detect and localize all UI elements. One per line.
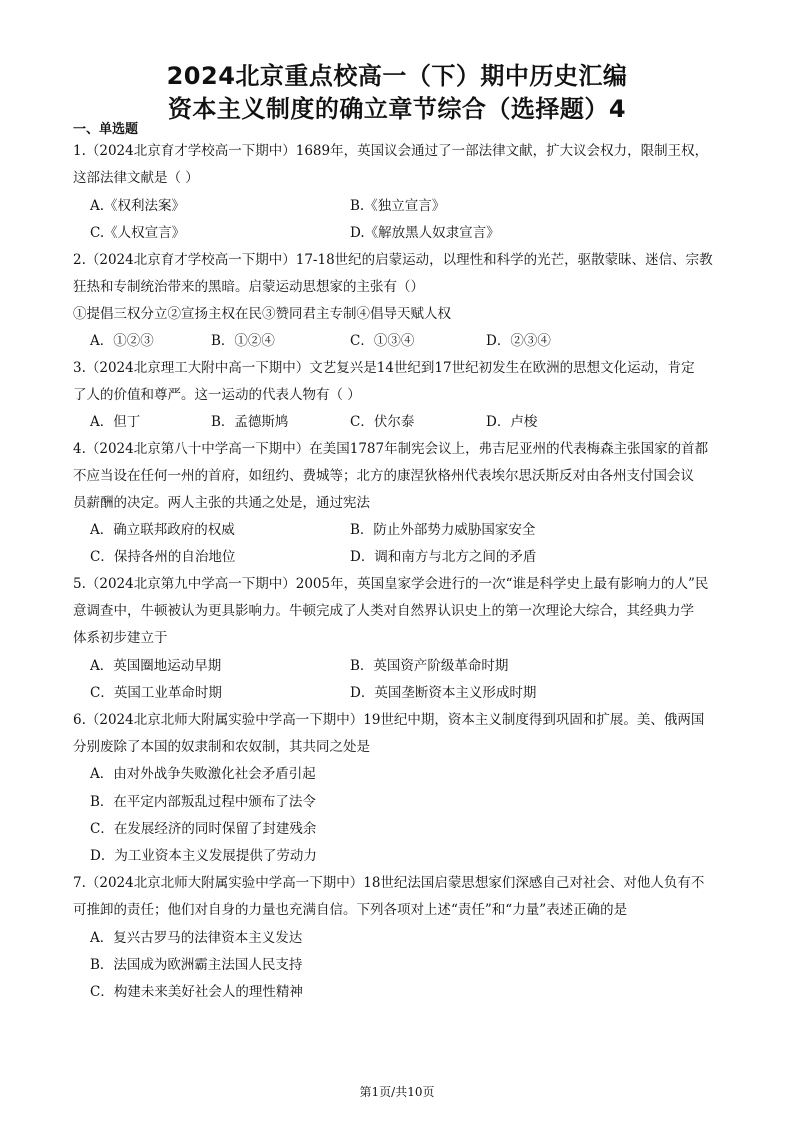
page-footer: 第1页/共10页 [359, 1085, 435, 1099]
question-7-option-c: C．构建未来美好社会人的理性精神 [90, 984, 303, 1000]
question-2-option-a: A．①②③ [90, 333, 154, 349]
question-4-option-c: C．保持各州的自治地位 [90, 549, 236, 565]
question-7-option-a: A．复兴古罗马的法律资本主义发达 [90, 930, 303, 946]
question-3-option-b: B．孟德斯鸠 [211, 414, 289, 430]
question-4-option-d: D．调和南方与北方之间的矛盾 [350, 549, 537, 565]
question-5-line-2: 意调查中，牛顿被认为更具影响力。牛顿完成了人类对自然界认识史上的第一次理论大综合，其经典力学 [73, 603, 694, 619]
question-3-line-2: 了人的价值和尊严。这一运动的代表人物有（ ） [73, 387, 361, 403]
question-4-line-1: 4.（2024北京第八十中学高一下期中）在美国1787年制宪会议上，弗吉尼亚州的代表梅森主张国家的首都 [73, 441, 709, 457]
question-1-option-d: D.《解放黑人奴隶宣言》 [350, 225, 500, 241]
question-2-option-c: C．①③④ [350, 333, 415, 349]
question-6-option-a: A．由对外战争失败激化社会矛盾引起 [90, 766, 316, 782]
section-heading: 一、单选题 [73, 122, 139, 137]
question-2-line-1: 2.（2024北京育才学校高一下期中）17-18世纪的启蒙运动，以理性和科学的光芒，驱散蒙昧、迷信、宗教 [73, 252, 713, 268]
question-6-line-2: 分别废除了本国的奴隶制和农奴制，其共同之处是 [73, 739, 370, 755]
question-5-option-a: A．英国圈地运动早期 [90, 658, 222, 674]
question-5-option-c: C．英国工业革命时期 [90, 685, 222, 701]
question-5-option-b: B．英国资产阶级革命时期 [350, 658, 509, 674]
question-4-option-a: A．确立联邦政府的权威 [90, 522, 235, 538]
question-6-line-1: 6.（2024北京北师大附属实验中学高一下期中）19世纪中期，资本主义制度得到巩固和扩展。美、俄两国 [73, 712, 705, 728]
question-5-line-3: 体系初步建立于 [73, 630, 168, 646]
question-7-option-b: B．法国成为欧洲霸主法国人民支持 [90, 957, 303, 973]
document-title-line-1: 2024北京重点校高一（下）期中历史汇编 [166, 62, 628, 90]
question-4-line-2: 不应当设在任何一州的首府，如纽约、费城等；北方的康涅狄格州代表埃尔思沃斯反对由各州支付国会议 [73, 468, 694, 484]
question-3-option-d: D．卢梭 [486, 414, 538, 430]
question-1-line-2: 这部法律文献是（ ） [73, 170, 199, 186]
question-1-option-c: C.《人权宣言》 [90, 225, 186, 241]
question-3-line-1: 3.（2024北京理工大附中高一下期中）文艺复兴是14世纪到17世纪初发生在欧洲的思想文化运动，肯定 [73, 360, 695, 376]
question-3-option-c: C．伏尔泰 [350, 414, 415, 430]
question-2-option-d: D．②③④ [486, 333, 551, 349]
question-4-option-b: B．防止外部势力威胁国家安全 [350, 522, 536, 538]
question-2-line-2: 狂热和专制统治带来的黑暗。启蒙运动思想家的主张有（） [73, 279, 424, 295]
question-4-line-3: 员薪酬的决定。两人主张的共通之处是，通过宪法 [73, 495, 370, 511]
question-5-line-1: 5.（2024北京第九中学高一下期中）2005年，英国皇家学会进行的一次“谁是科学史上最有影响力的人”民 [73, 576, 709, 592]
question-1-option-a: A.《权利法案》 [90, 198, 186, 214]
question-2-option-b: B．①②④ [211, 333, 275, 349]
question-6-option-d: D．为工业资本主义发展提供了劳动力 [90, 848, 317, 864]
document-title-line-2: 资本主义制度的确立章节综合（选择题）4 [167, 95, 627, 123]
question-3-option-a: A．但丁 [90, 414, 141, 430]
question-2-line-3: ①提倡三权分立②宣扬主权在民③赞同君主专制④倡导天赋人权 [73, 306, 451, 322]
question-6-option-b: B．在平定内部叛乱过程中颁布了法令 [90, 794, 316, 810]
question-1-line-1: 1.（2024北京育才学校高一下期中）1689年，英国议会通过了一部法律文献，扩大议会权力，限制王权， [73, 143, 709, 159]
question-5-option-d: D．英国垄断资本主义形成时期 [350, 685, 537, 701]
question-7-line-1: 7.（2024北京北师大附属实验中学高一下期中）18世纪法国启蒙思想家们深感自己对社会、对他人负有不 [73, 875, 705, 891]
question-7-line-2: 可推卸的责任；他们对自身的力量也充满自信。下列各项对上述“责任”和“力量”表述正确的是 [73, 902, 628, 918]
question-1-option-b: B.《独立宣言》 [350, 198, 446, 214]
question-6-option-c: C．在发展经济的同时保留了封建残余 [90, 821, 317, 837]
